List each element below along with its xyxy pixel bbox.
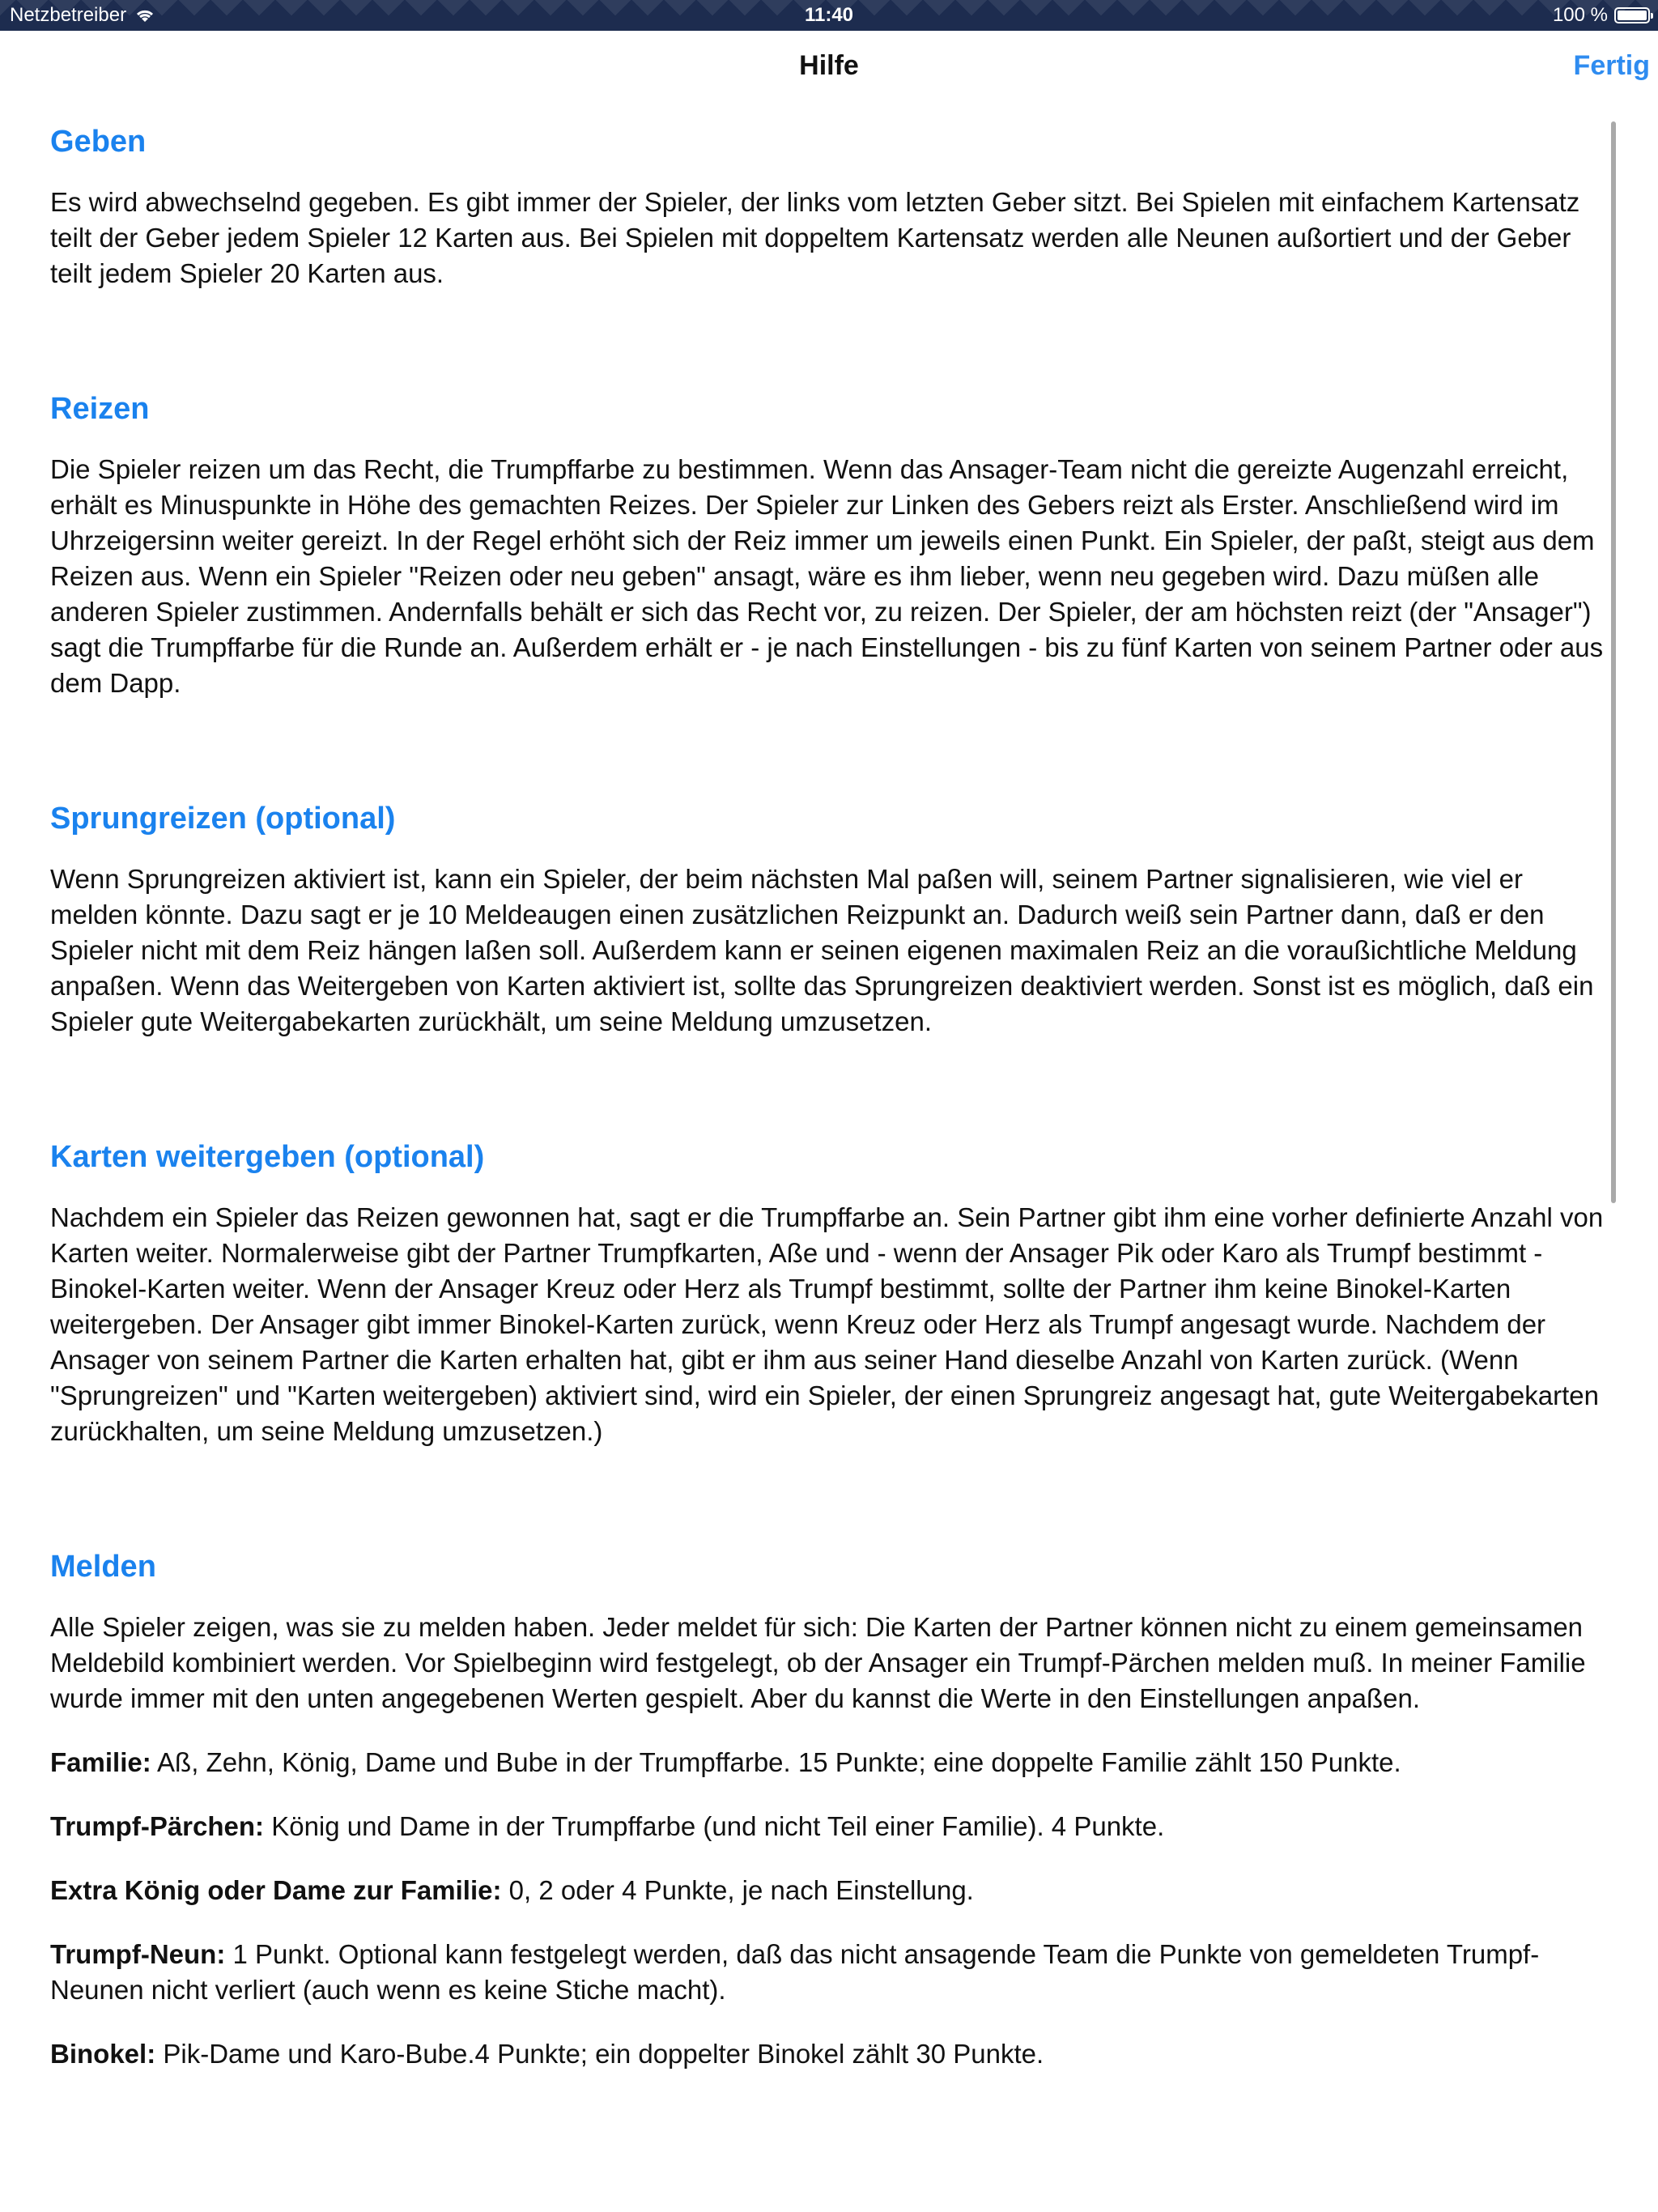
definition-text: Aß, Zehn, König, Dame und Bube in der Trumpffarbe. 15 Punkte; eine doppelte Familie zählt 150 Punkte. [151, 1747, 1401, 1777]
section-paragraph: Alle Spieler zeigen, was sie zu melden haben. Jeder meldet für sich: Die Karten der Partner können nicht zu einem gemeinsamen Meldebild kombiniert werden. Vor Spielbeginn wird festgelegt, ob der Ansager ein Trumpf-Pärchen melden muß. In meiner Familie wurde immer mit den unten angegebenen Werten gespielt. Aber du kannst die Werte in den Einstellungen anpaßen. [50, 1612, 1586, 1713]
page-title: Hilfe [799, 50, 859, 81]
section-reizen [50, 389, 1605, 701]
definition-term: Binokel: [50, 2039, 156, 2069]
carrier-label: Netzbetreiber [10, 4, 127, 26]
clock: 11:40 [804, 4, 854, 26]
navigation-bar [0, 31, 1658, 105]
section-geben [50, 121, 1605, 291]
scrollbar[interactable] [1611, 121, 1616, 1203]
definition-term: Extra König oder Dame zur Familie: [50, 1875, 502, 1905]
section-melden [50, 1546, 1605, 2072]
definition-text: 1 Punkt. Optional kann festgelegt werden, daß das nicht ansagende Team die Punkte von gemeldeten Trumpf-Neunen nicht verliert (auch wenn es keine Stiche macht). [50, 1939, 1540, 2005]
section-paragraph: Die Spieler reizen um das Recht, die Trumpffarbe zu bestimmen. Wenn das Ansager-Team nicht die gereizte Augenzahl erreicht, erhält es Minuspunkte in Höhe des gemachten Reizes. Der Spieler zur Linken des Gebers reizt als Erster. Anschließend wird im Uhrzeigersinn weiter gereizt. In der Regel erhöht sich der Reiz immer um jeweils einen Punkt. Ein Spieler, der paßt, steigt aus dem Reizen aus. Wenn ein Spieler "Reizen oder neu geben" ansagt, wäre es ihm lieber, wenn neu gegeben wird. Dazu müßen alle anderen Spieler zustimmen. Andernfalls behält er sich das Recht vor, zu reizen. Der Spieler, der am höchsten reizt (der "Ansager") sagt die Trumpffarbe für die Runde an. Außerdem erhält er - je nach Einstellungen - bis zu fünf Karten von seinem Partner oder aus dem Dapp. [50, 454, 1604, 698]
definition-term: Trumpf-Pärchen: [50, 1811, 265, 1841]
section-title: Geben [50, 125, 147, 159]
section-sprungreizen [50, 798, 1605, 1040]
section-paragraph: Nachdem ein Spieler das Reizen gewonnen hat, sagt er die Trumpffarbe an. Sein Partner gibt ihm eine vorher definierte Anzahl von Karten weiter. Normalerweise gibt der Partner Trumpfkarten, Aße und - wenn der Ansager Pik oder Karo als Trumpf bestimmt - Binokel-Karten weiter. Wenn der Ansager Kreuz oder Herz als Trumpf bestimmt, sollte der Partner ihm keine Binokel-Karten weitergeben. Der Ansager gibt immer Binokel-Karten zurück, wenn Kreuz oder Herz als Trumpf angesagt wurde. Nachdem der Ansager von seinem Partner die Karten erhalten hat, gibt er ihm aus seiner Hand dieselbe Anzahl von Karten zurück. (Wenn "Sprungreizen" und "Karten weitergeben) aktiviert sind, wird ein Spieler, der einen Sprungreiz angesagt hat, gute Weitergabekarten zurückhalten, um seine Meldung umzusetzen.) [50, 1202, 1604, 1446]
section-title: Reizen [50, 392, 150, 426]
section-paragraph: Es wird abwechselnd gegeben. Es gibt immer der Spieler, der links vom letzten Geber sitzt. Bei Spielen mit einfachem Kartensatz teilt der Geber jedem Spieler 12 Karten aus. Bei Spielen mit doppeltem Kartensatz werden alle Neunen außortiert und der Geber teilt jedem Spieler 20 Karten aus. [50, 187, 1580, 288]
status-right [1553, 4, 1650, 27]
definition-familie [50, 1745, 1605, 1780]
battery-percent: 100 % [1552, 4, 1608, 26]
status-bar [0, 0, 1658, 31]
battery-icon [1614, 7, 1650, 23]
definition-trumpf-paerchen [50, 1809, 1605, 1844]
definition-term: Familie: [50, 1747, 151, 1777]
definition-extra-koenig [50, 1873, 1605, 1908]
definition-term: Trumpf-Neun: [50, 1939, 226, 1969]
definition-trumpf-neun [50, 1937, 1605, 2008]
definition-text: Pik-Dame und Karo-Bube.4 Punkte; ein doppelter Binokel zählt 30 Punkte. [155, 2039, 1044, 2069]
section-title: Karten weitergeben (optional) [50, 1140, 485, 1174]
section-karten-weitergeben [50, 1137, 1605, 1449]
section-paragraph: Wenn Sprungreizen aktiviert ist, kann ein Spieler, der beim nächsten Mal paßen will, seinem Partner signalisieren, wie viel er melden könnte. Dazu sagt er je 10 Meldeaugen einen zusätzlichen Reizpunkt an. Dadurch weiß sein Partner dann, daß er den Spieler nicht mit dem Reiz hängen laßen soll. Außerdem kann er seinen eigenen maximalen Reiz an die voraußichtliche Meldung anpaßen. Wenn das Weitergeben von Karten aktiviert ist, sollte das Sprungreizen deaktiviert werden. Sonst ist es möglich, daß ein Spieler gute Weitergabekarten zurückhält, um seine Meldung umzusetzen. [50, 864, 1594, 1036]
section-title: Melden [50, 1550, 156, 1584]
section-title: Sprungreizen (optional) [50, 802, 396, 836]
help-content [50, 105, 1605, 2072]
definition-text: 0, 2 oder 4 Punkte, je nach Einstellung. [501, 1875, 974, 1905]
definition-text: König und Dame in der Trumpffarbe (und nicht Teil einer Familie). 4 Punkte. [264, 1811, 1165, 1841]
definition-binokel [50, 2036, 1605, 2072]
done-button[interactable]: Fertig [1573, 50, 1650, 81]
